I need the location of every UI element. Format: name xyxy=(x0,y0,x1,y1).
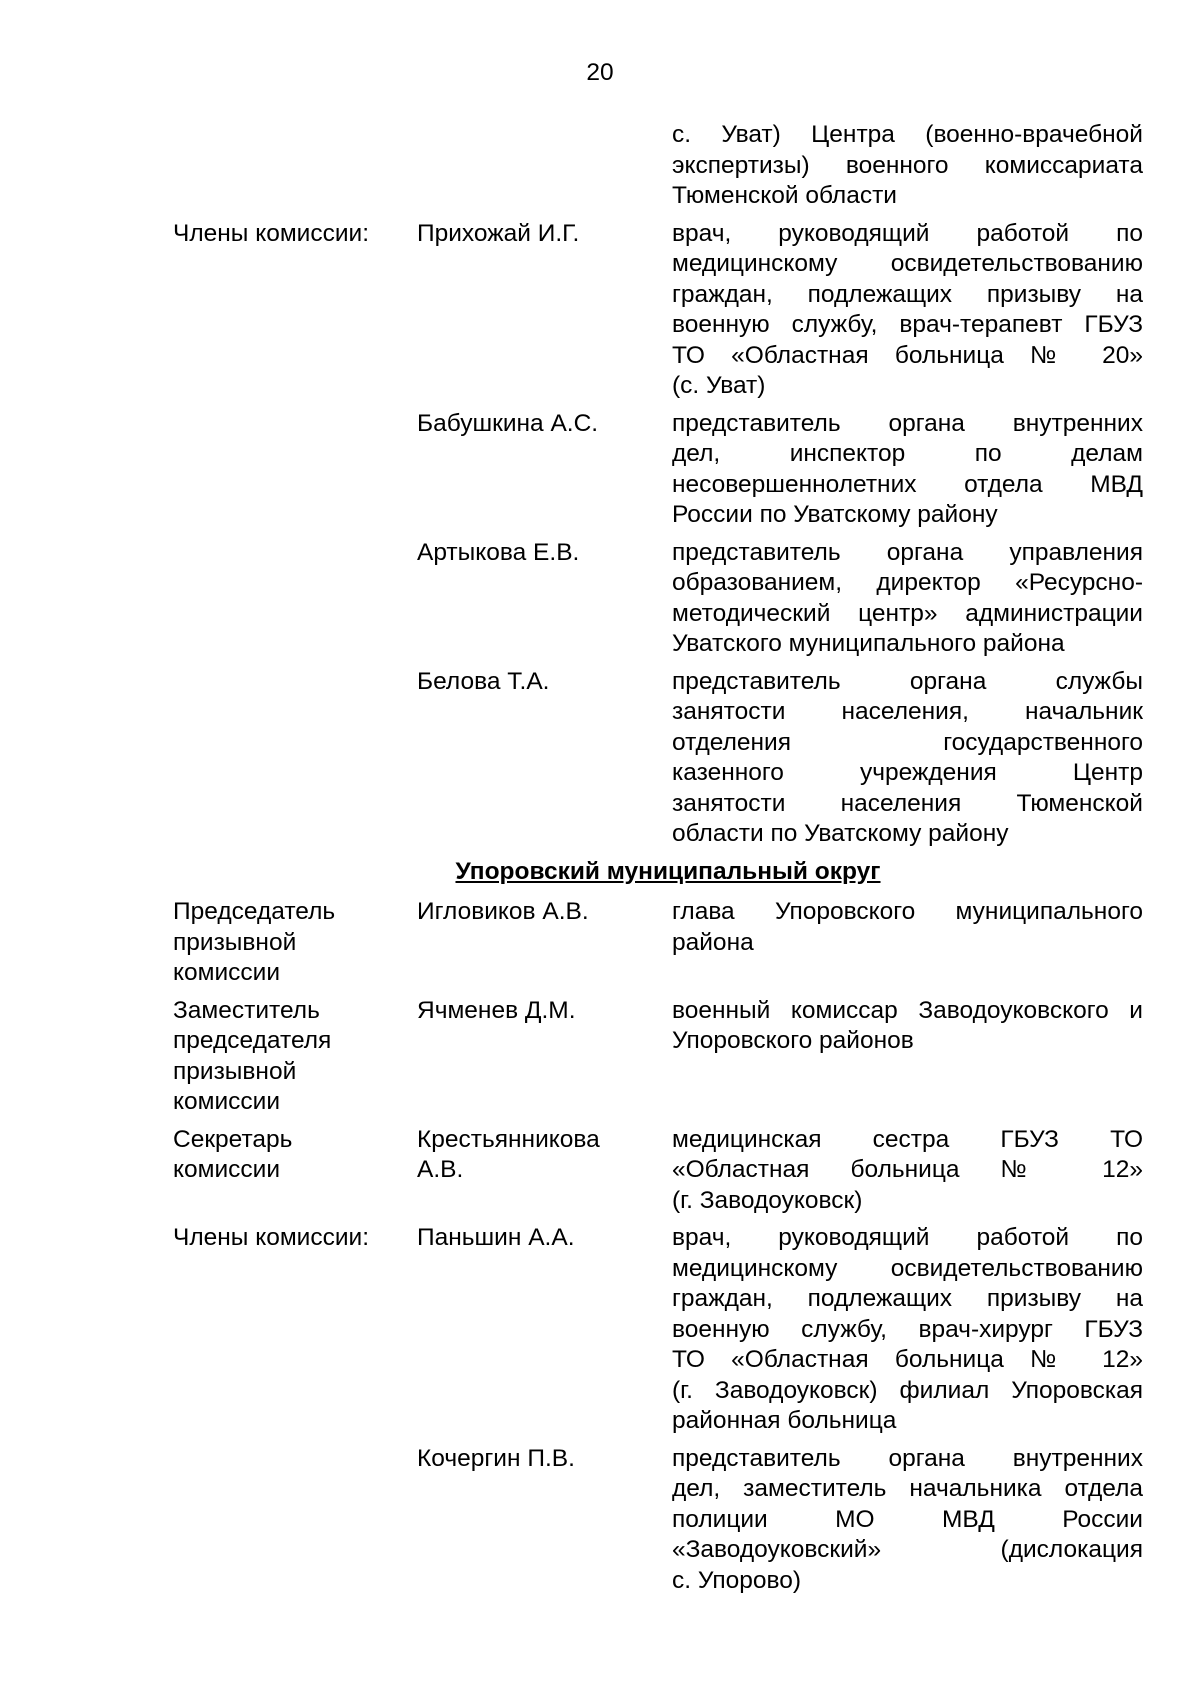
name-cell: Белова Т.А. xyxy=(417,667,550,695)
role-cell xyxy=(173,1223,417,1437)
position-line: области по Уватскому району xyxy=(672,820,1009,847)
role-line: призывной xyxy=(173,1057,297,1085)
position-cell xyxy=(672,1223,1143,1437)
member-row xyxy=(173,667,1143,850)
position-line: дел, заместитель начальника отдела xyxy=(672,1475,1143,1502)
name-line: А.В. xyxy=(417,1156,464,1183)
page-number: 20 xyxy=(586,59,614,86)
role-cell xyxy=(173,996,417,1118)
position-line: военную службу, врач-терапевт ГБУЗ xyxy=(672,311,1143,338)
position-cell xyxy=(672,996,1143,1118)
role-cell xyxy=(173,897,417,989)
position-line: «Заводоуковский» (дислокация xyxy=(672,1536,1143,1563)
position-line: занятости населения Тюменской xyxy=(672,789,1143,817)
role-line: комиссии xyxy=(173,1088,281,1115)
position-line: казенного учреждения Центр xyxy=(672,759,1143,786)
member-row xyxy=(173,1223,1143,1437)
member-row xyxy=(173,1125,1143,1217)
position-cell xyxy=(672,219,1143,402)
position-line: ТО «Областная больница № 20» xyxy=(672,341,1143,369)
role-line: председателя xyxy=(173,1027,332,1054)
name-line: Крестьянникова xyxy=(417,1125,600,1153)
role-cell xyxy=(173,120,417,212)
role-cell xyxy=(173,1444,417,1597)
role-line: Заместитель xyxy=(173,996,320,1024)
name-line: Игловиков А.В. xyxy=(417,898,589,925)
name-cell xyxy=(417,120,672,212)
position-cell xyxy=(672,538,1143,660)
section-title: Упоровский муниципальный округ xyxy=(455,857,881,885)
name-cell: Артыкова Е.В. xyxy=(417,538,580,566)
role-line: Председатель xyxy=(173,898,336,925)
role-line: комиссии xyxy=(173,959,281,986)
position-line: Уватского муниципального района xyxy=(672,630,1065,657)
position-line: военный комиссар Заводоуковского и xyxy=(672,996,1143,1024)
role-cell xyxy=(173,538,417,660)
name-cell xyxy=(417,1223,672,1437)
position-line: представитель органа внутренних xyxy=(672,409,1143,437)
position-line: районная больница xyxy=(672,1407,897,1434)
position-line: граждан, подлежащих призыву на xyxy=(672,280,1143,308)
position-cell xyxy=(672,897,1143,989)
role-line: комиссии xyxy=(173,1156,281,1183)
position-line: граждан, подлежащих призыву на xyxy=(672,1285,1143,1312)
position-line: с. Уват) Центра (военно-врачебной xyxy=(672,121,1143,148)
role-cell xyxy=(173,1125,417,1217)
name-cell: Прихожай И.Г. xyxy=(417,219,580,247)
member-row xyxy=(173,1444,1143,1597)
role-line: призывной xyxy=(173,928,297,956)
position-line: (г. Заводоуковск) xyxy=(672,1186,863,1214)
position-line: района xyxy=(672,928,754,956)
member-row xyxy=(173,120,1143,212)
position-line: медицинскому освидетельствованию xyxy=(672,1254,1143,1282)
position-line: представитель органа внутренних xyxy=(672,1444,1143,1472)
name-cell xyxy=(417,1125,672,1217)
name-line: Кочергин П.В. xyxy=(417,1444,575,1472)
name-line: Ячменев Д.М. xyxy=(417,996,576,1024)
position-cell xyxy=(672,409,1143,531)
position-line: «Областная больница № 12» xyxy=(672,1156,1143,1183)
position-line: полиции МО МВД России xyxy=(672,1505,1143,1533)
position-cell xyxy=(672,1125,1143,1217)
role-cell xyxy=(173,667,417,850)
position-cell xyxy=(672,667,1143,850)
position-line: методический центр» администрации xyxy=(672,599,1143,627)
position-line: отделения государственного xyxy=(672,728,1143,756)
position-line: врач, руководящий работой по xyxy=(672,1224,1143,1251)
position-line: глава Упоровского муниципального xyxy=(672,898,1143,925)
position-cell xyxy=(672,120,1143,212)
position-line: ТО «Областная больница № 12» xyxy=(672,1346,1143,1373)
position-cell xyxy=(672,1444,1143,1597)
position-line: Тюменской области xyxy=(672,182,897,209)
position-line: с. Упорово) xyxy=(672,1566,801,1594)
name-cell: Бабушкина А.С. xyxy=(417,409,599,437)
member-row xyxy=(173,897,1143,989)
name-cell xyxy=(417,897,672,989)
name-line: Паньшин А.А. xyxy=(417,1224,575,1251)
document-body xyxy=(173,120,1143,1603)
position-line: занятости населения, начальник xyxy=(672,698,1143,725)
role-cell: Члены комиссии: xyxy=(173,219,370,247)
position-line: военную службу, врач-хирург ГБУЗ xyxy=(672,1315,1143,1343)
position-line: образованием, директор «Ресурсно- xyxy=(672,569,1143,596)
position-line: (с. Уват) xyxy=(672,372,766,399)
position-line: медицинская сестра ГБУЗ ТО xyxy=(672,1125,1143,1153)
name-cell xyxy=(417,1444,672,1597)
member-row xyxy=(173,409,1143,531)
position-line: дел, инспектор по делам xyxy=(672,440,1143,467)
position-line: экспертизы) военного комиссариата xyxy=(672,151,1143,179)
role-line: Члены комиссии: xyxy=(173,1224,370,1251)
role-cell xyxy=(173,409,417,531)
position-line: врач, руководящий работой по xyxy=(672,219,1143,247)
member-row xyxy=(173,996,1143,1118)
name-cell xyxy=(417,996,672,1118)
position-line: медицинскому освидетельствованию xyxy=(672,250,1143,277)
position-line: Упоровского районов xyxy=(672,1027,914,1054)
position-line: России по Уватскому району xyxy=(672,501,998,528)
position-line: представитель органа управления xyxy=(672,538,1143,566)
role-line: Секретарь xyxy=(173,1125,293,1153)
position-line: (г. Заводоуковск) филиал Упоровская xyxy=(672,1376,1143,1404)
position-line: представитель органа службы xyxy=(672,667,1143,695)
member-row xyxy=(173,219,1143,402)
member-row xyxy=(173,538,1143,660)
position-line: несовершеннолетних отдела МВД xyxy=(672,470,1143,498)
